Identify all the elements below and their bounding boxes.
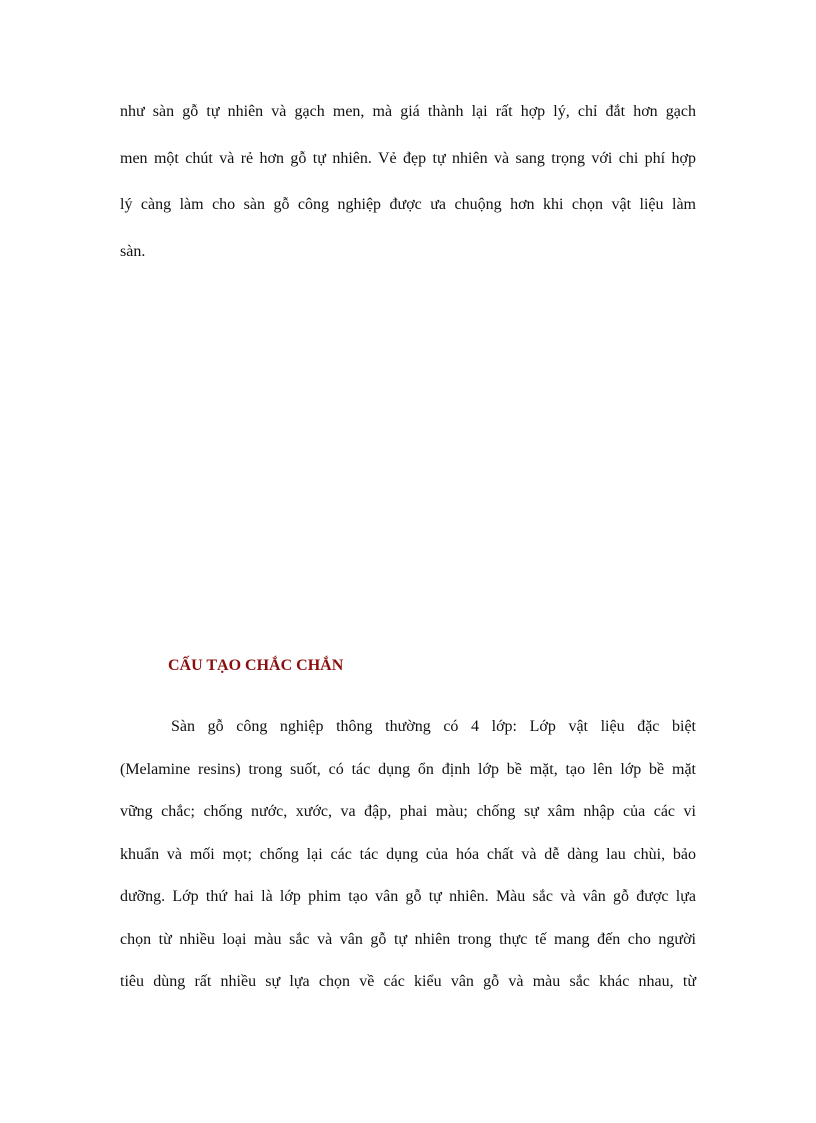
body-paragraph-structure <box>120 717 696 992</box>
text-line: Sàn gỗ công nghiệp thông thường có 4 lớp: Lớp vật liệu đặc biệt <box>171 718 696 735</box>
text-line: chọn từ nhiều loại màu sắc và vân gỗ tự nhiên trong thực tế mang đến cho người <box>120 930 696 948</box>
text-line: sàn. <box>120 242 146 260</box>
text-line: lý càng làm cho sàn gỗ công nghiệp được ưa chuộng hơn khi chọn vật liệu làm <box>120 196 696 213</box>
section-heading: CẤU TẠO CHẮC CHẮN <box>168 657 344 674</box>
text-line: khuẩn và mối mọt; chống lại các tác dụng của hóa chất và dễ dàng lau chùi, bảo <box>120 845 696 863</box>
text-line: như sàn gỗ tự nhiên và gạch men, mà giá thành lại rất hợp lý, chỉ đắt hơn gạch <box>120 103 696 120</box>
text-line: men một chút và rẻ hơn gỗ tự nhiên. Vẻ đẹp tự nhiên và sang trọng với chi phí hợp <box>120 149 696 167</box>
body-paragraph-continued <box>120 102 696 262</box>
text-line: tiêu dùng rất nhiều sự lựa chọn về các kiểu vân gỗ và màu sắc khác nhau, từ <box>120 973 696 990</box>
text-line: vững chắc; chống nước, xước, va đập, phai màu; chống sự xâm nhập của các vi <box>120 803 696 820</box>
text-line: (Melamine resins) trong suốt, có tác dụng ổn định lớp bề mặt, tạo lên lớp bề mặt <box>120 760 696 778</box>
text-line: dưỡng. Lớp thứ hai là lớp phim tạo vân gỗ tự nhiên. Màu sắc và vân gỗ được lựa <box>120 888 696 905</box>
